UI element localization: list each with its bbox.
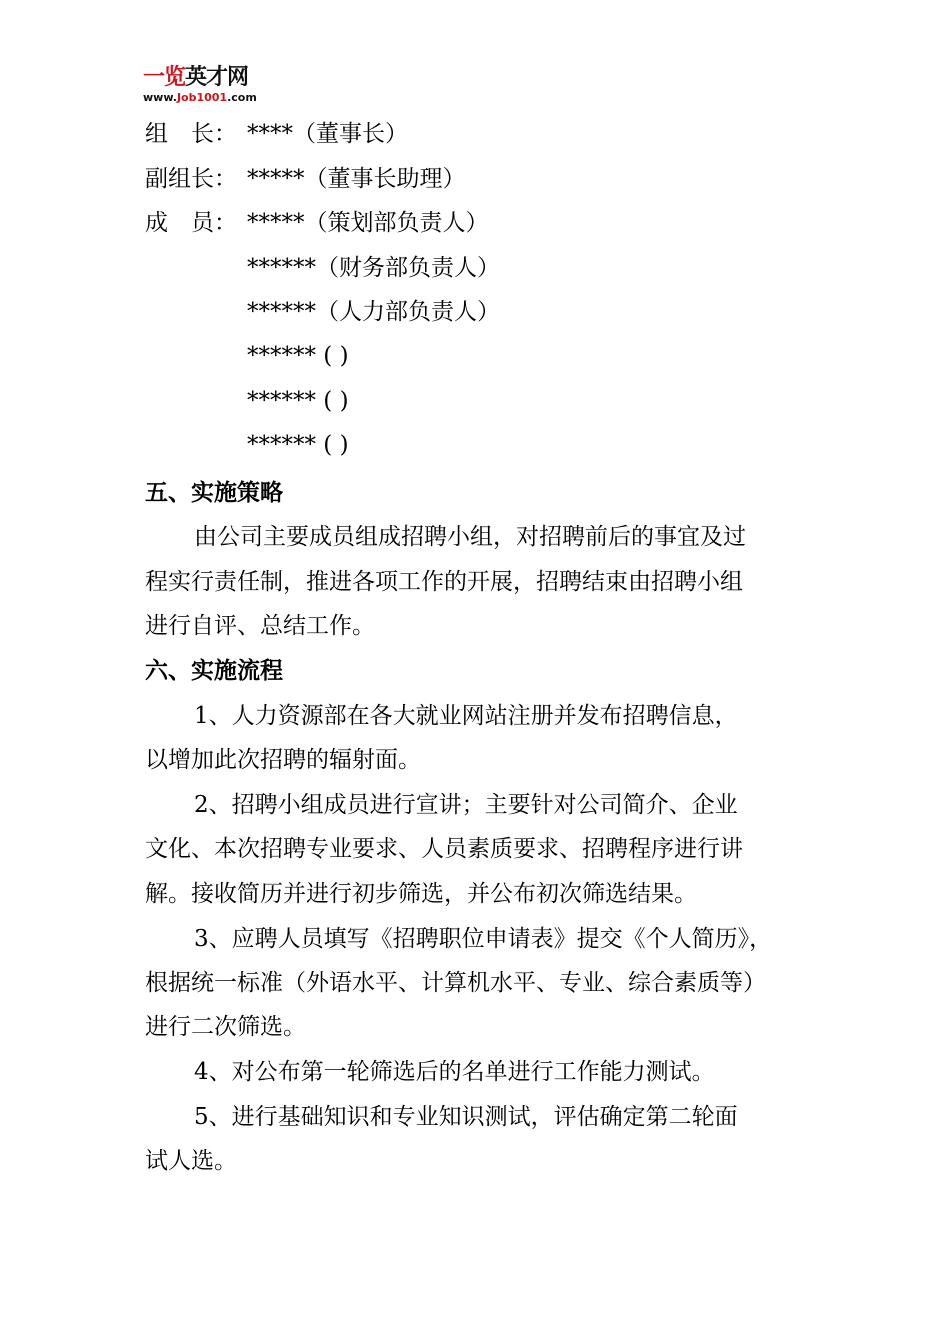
section-heading: 六、实施流程 [145, 657, 283, 684]
logo-text: 一览英才网 [143, 65, 249, 90]
paragraph-line: 试人选。 [145, 1148, 237, 1174]
member-line [247, 386, 349, 416]
paragraph-line: 文化、本次招聘专业要求、人员素质要求、招聘程序进行讲 [145, 836, 743, 862]
member-line [145, 208, 489, 238]
paragraph-line: 4、对公布第一轮筛选后的名单进行工作能力测试。 [194, 1059, 715, 1085]
paragraph-line: 解。接收简历并进行初步筛选，并公布初次筛选结果。 [145, 881, 697, 907]
logo-url: www.Job1001.com [143, 91, 257, 104]
member-line [247, 253, 500, 283]
member-label: 副组长： [145, 166, 237, 192]
paragraph-line: 由公司主要成员组成招聘小组，对招聘前后的事宜及过 [194, 524, 746, 550]
paragraph-line: 进行二次筛选。 [145, 1014, 306, 1040]
paragraph-line: 2、招聘小组成员进行宣讲；主要针对公司简介、企业 [194, 792, 738, 818]
paragraph-line: 1、人力资源部在各大就业网站注册并发布招聘信息， [194, 703, 738, 729]
member-line [145, 164, 466, 194]
member-label: 成 员： [145, 210, 237, 236]
paragraph-line: 根据统一标准（外语水平、计算机水平、专业、综合素质等） [145, 970, 766, 996]
paragraph-line: 以增加此次招聘的辐射面。 [145, 747, 421, 773]
member-line [145, 119, 408, 149]
member-line [247, 297, 500, 327]
member-line [247, 430, 349, 460]
paragraph-line: 5、进行基础知识和专业知识测试，评估确定第二轮面 [194, 1104, 738, 1130]
member-value: ******（人力部负责人） [247, 299, 500, 325]
section-heading: 五、实施策略 [145, 479, 283, 506]
member-value: *****（策划部负责人） [247, 210, 489, 236]
paragraph-line: 3、应聘人员填写《招聘职位申请表》提交《个人简历》， [194, 926, 773, 952]
member-label: 组 长： [145, 121, 237, 147]
paragraph-line: 程实行责任制，推进各项工作的开展，招聘结束由招聘小组 [145, 569, 743, 595]
member-value: ******（财务部负责人） [247, 255, 500, 281]
member-value: ****** ( ) [247, 388, 349, 414]
member-value: ****** ( ) [247, 432, 349, 458]
member-value: ****（董事长） [247, 121, 408, 147]
site-logo[interactable] [143, 64, 269, 108]
member-value: *****（董事长助理） [247, 166, 466, 192]
paragraph-line: 进行自评、总结工作。 [145, 613, 375, 639]
member-value: ****** ( ) [247, 343, 349, 369]
member-line [247, 341, 349, 371]
